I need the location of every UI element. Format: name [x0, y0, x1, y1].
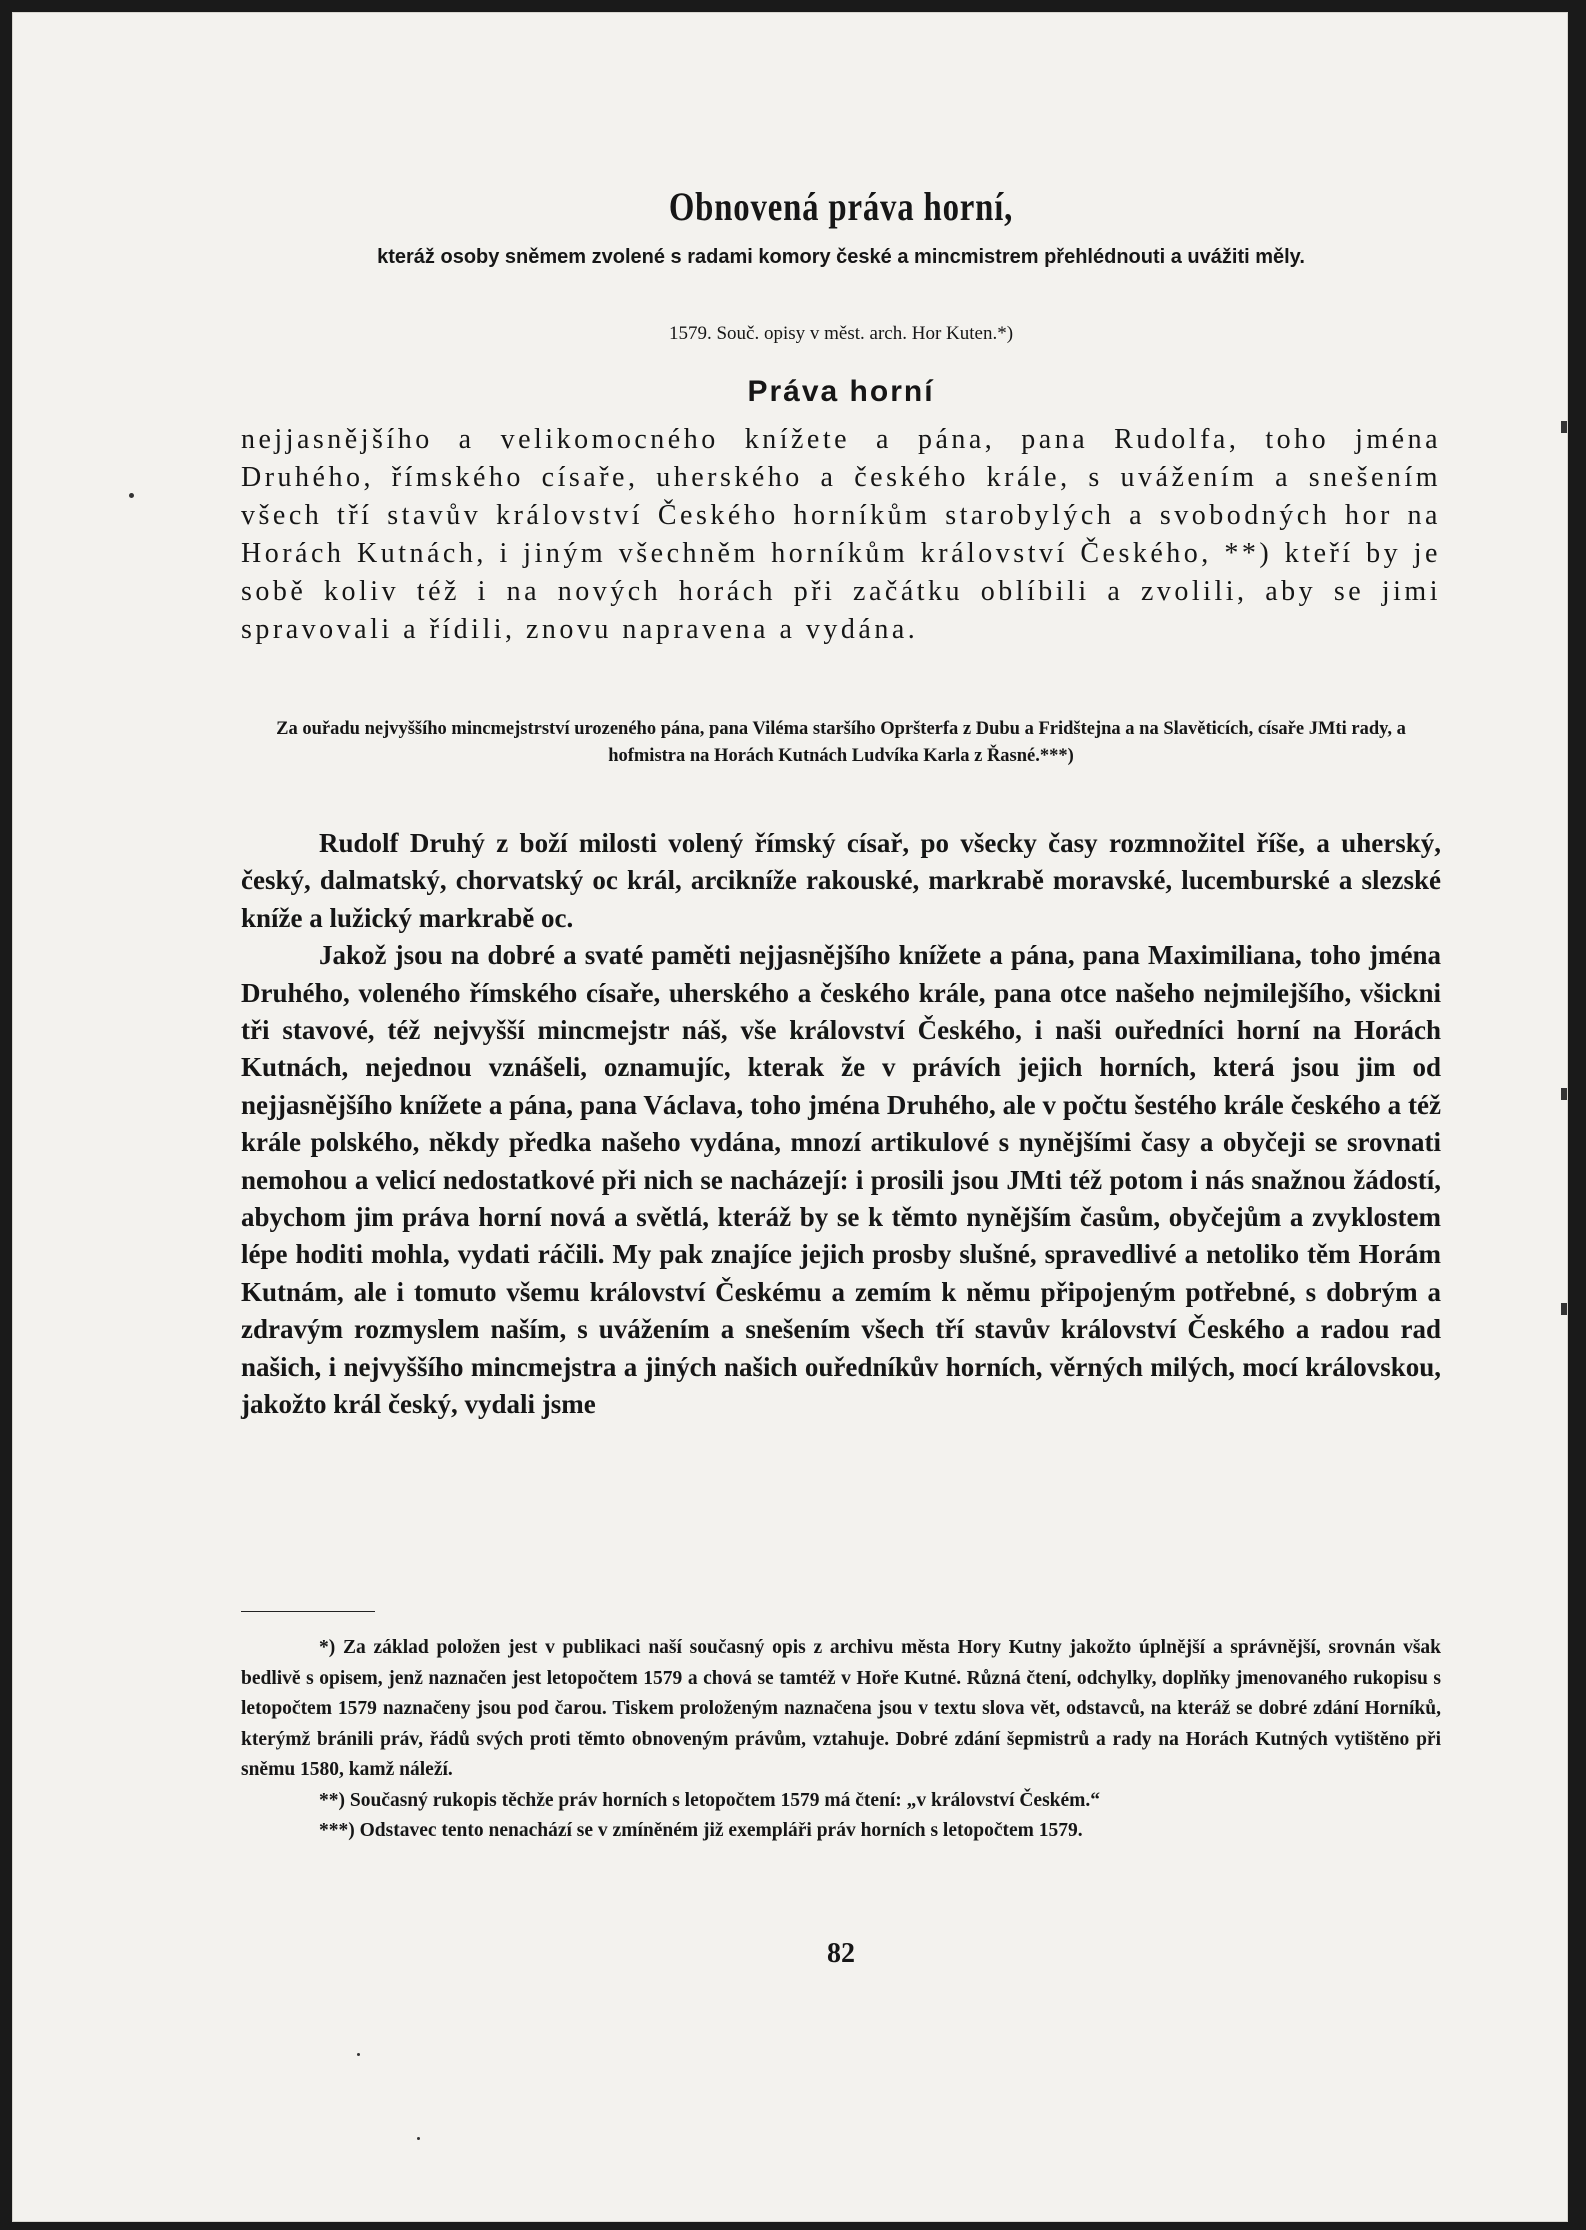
main-text [241, 825, 1441, 1424]
footnotes [241, 1633, 1441, 1847]
scan-speck-mark [129, 493, 134, 498]
source-note: 1579. Souč. opisy v měst. arch. Hor Kuten.*) [668, 323, 1014, 344]
officials-paragraph: Za ouřadu nejvyššího mincmejstrství urozeného pána, pana Viléma staršího Opršterfa z Dubu a Fridštejna a na Slavěticích, císaře JMti rady, a hofmistra na Horách Kutnách Ludvíka Karla z Řasné.***) [276, 719, 1406, 766]
body-paragraph-1: Rudolf Druhý z boží milosti volený římský císař, po všecky časy rozmnožitel říše, a uherský, český, dalmatský, chorvatský oc král, arcikníže rakouské, markrabě moravské, lucemburské a slezské kníže a lužický markrabě oc. [241, 828, 1441, 933]
page-number: 82 [827, 1938, 855, 1969]
edge-tick-mark [1561, 1088, 1567, 1100]
footnote-1: *) Za základ položen jest v publikaci naší současný opis z archivu města Hory Kutny jakožto úplnější a správnější, srovnán však bedlivě s opisem, jenž naznačen jest letopočtem 1579 a chová se tamtéž v Hoře Kutné. Různá čtení, odchylky, doplňky jmenovaného rukopisu s letopočtem 1579 naznačeny jsou pod čarou. Tiskem proloženým naznačena jsou v textu slova vět, odstavců, na kteráž se dobré zdání Horníků, kterýmž bránili práv, řádů svých proti těmto obnoveným právům, vztahuje. Dobré zdání šepmistrů a rady na Horách Kutných vytištěno při sněmu 1580, kamž náleží. [241, 1637, 1441, 1780]
scan-speck-mark [417, 2137, 420, 2140]
edge-tick-mark [1561, 1303, 1567, 1315]
footnote-2: **) Současný rukopis těchže práv horních s letopočtem 1579 má čtení: „v království Českém.“ [319, 1789, 1101, 1811]
document-page [12, 12, 1568, 2222]
section-heading: Práva horní [747, 375, 935, 408]
footnote-3: ***) Odstavec tento nenachází se v zmíněném již exempláři práv horních s letopočtem 1579. [319, 1820, 1083, 1841]
scan-speck-mark [357, 2053, 360, 2056]
document-title: Obnovená práva horní, [668, 184, 1014, 229]
document-subtitle: kteráž osoby sněmem zvolené s radami komory české a mincmistrem přehlédnouti a uvážiti měly. [377, 246, 1305, 268]
body-paragraph-2: Jakož jsou na dobré a svaté paměti nejjasnějšího knížete a pána, pana Maximiliana, toho jména Druhého, voleného římského císaře, uherského a českého krále, pana otce našeho nejmilejšího, všickni tři stavové, též nejvyšší mincmejstr náš, vše království Českého, i naši ouředníci horní na Horách Kutnách, nejednou vznášeli, oznamujíc, kterak že v právích jejich horních, která jsou jim od nejjasnějšího knížete a pána, pana Václava, toho jména Druhého, ale v počtu šestého krále českého a též krále polského, někdy předka našeho vydána, mnozí artikulové s nynějšími časy a obyčeji se srovnati nemohou a velicí nedostatkové při nich se nacházejí: i prosili jsou JMti též potom i nás snažnou žádostí, abychom jim práva horní nová a světlá, kteráž by se k těmto nynějším časům, obyčejům a zvyklostem lépe hoditi mohla, vydati ráčili. My pak znajíce jejich prosby slušné, spravedlivé a netoliko těm Horám Kutnám, ale i tomuto všemu království Českému a zemím k němu připojeným potřebné, s dobrým a zdravým rozmyslem naším, s uvážením a snešením všech tří stavův království Českého a radou rad našich, i nejvyššího mincmejstra a jiných našich ouředníkův horních, věrných milých, mocí královskou, jakožto král český, vydali jsme [241, 940, 1441, 1420]
edge-tick-mark [1561, 421, 1567, 433]
footnote-divider [241, 1611, 375, 1612]
preamble-paragraph: nejjasnějšího a velikomocného knížete a pána, pana Rudolfa, toho jména Druhého, římského císaře, uherského a českého krále, s uvážením a snešením všech tří stavův království Českého horníkům starobylých a svobodných hor na Horách Kutnách, i jiným všechněm horníkům království Českého, **) kteří by je sobě koliv též i na nových horách při začátku oblíbili a zvolili, aby se jimi spravovali a řídili, znovu napravena a vydána. [241, 424, 1441, 645]
